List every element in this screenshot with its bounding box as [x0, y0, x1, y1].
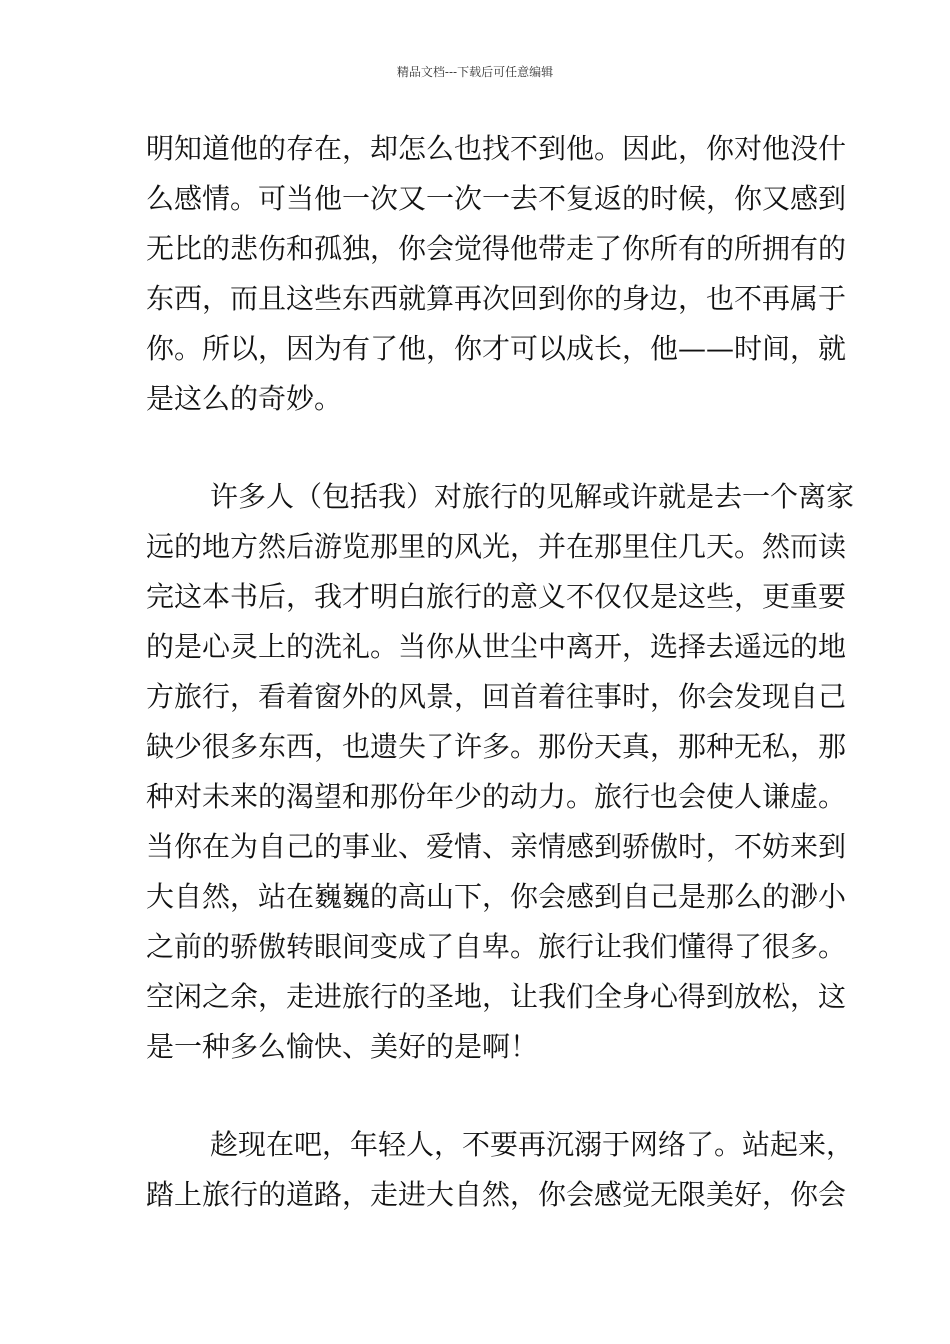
- text-line: 之前的骄傲转眼间变成了自卑。旅行让我们懂得了很多。: [146, 930, 847, 963]
- paragraph: [146, 124, 847, 424]
- text-line: 无比的悲伤和孤独，你会觉得他带走了你所有的所拥有的: [146, 232, 847, 265]
- text-line: 的是心灵上的洗礼。当你从世尘中离开，选择去遥远的地: [146, 630, 847, 663]
- text-line: 远的地方然后游览那里的风光，并在那里住几天。然而读: [146, 530, 847, 563]
- text-line: 趁现在吧，年轻人，不要再沉溺于网络了。站起来，: [210, 1128, 855, 1161]
- text-line: 方旅行，看着窗外的风景，回首着往事时，你会发现自己: [146, 680, 847, 713]
- text-line: 完这本书后，我才明白旅行的意义不仅仅是这些，更重要: [146, 580, 847, 613]
- text-line: 么感情。可当他一次又一次一去不复返的时候，你又感到: [146, 182, 847, 215]
- text-line: 许多人（包括我）对旅行的见解或许就是去一个离家: [210, 480, 855, 513]
- text-line: 踏上旅行的道路，走进大自然，你会感觉无限美好，你会: [146, 1178, 847, 1211]
- text-line: 是这么的奇妙。: [146, 382, 343, 415]
- paragraph: [146, 472, 855, 1072]
- text-line: 你。所以，因为有了他，你才可以成长，他——时间，就: [146, 332, 847, 365]
- text-line: 缺少很多东西，也遗失了许多。那份天真，那种无私，那: [146, 730, 847, 763]
- page-header: 精品文档---下载后可任意编辑: [396, 65, 554, 79]
- text-line: 种对未来的渴望和那份年少的动力。旅行也会使人谦虚。: [146, 780, 847, 813]
- text-line: 空闲之余，走进旅行的圣地，让我们全身心得到放松，这: [146, 980, 847, 1013]
- text-line: 大自然，站在巍巍的高山下，你会感到自己是那么的渺小: [146, 880, 847, 913]
- text-line: 是一种多么愉快、美好的是啊！: [146, 1030, 539, 1063]
- text-line: 当你在为自己的事业、爱情、亲情感到骄傲时，不妨来到: [146, 830, 847, 863]
- text-line: 东西，而且这些东西就算再次回到你的身边，也不再属于: [146, 282, 847, 315]
- text-line: 明知道他的存在，却怎么也找不到他。因此，你对他没什: [146, 132, 847, 165]
- paragraph: [146, 1120, 855, 1220]
